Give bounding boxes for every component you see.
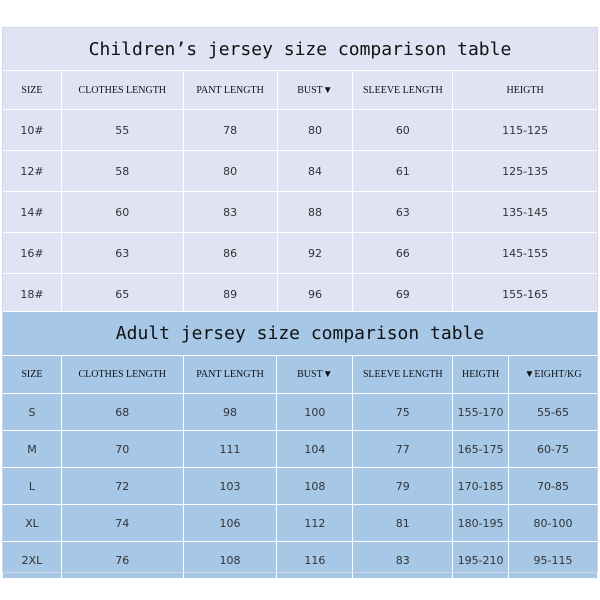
col-header-sleeve-length: SLEEVE LENGTH [353,356,453,394]
col-header-clothes-length: CLOTHES LENGTH [61,356,183,394]
table-row [3,468,598,505]
clothes-length-cell: 76 [61,542,183,579]
height-cell: 165-175 [453,431,509,468]
weight-cell: 55-65 [509,394,598,431]
pant-length-cell: 86 [183,233,277,274]
pant-length-cell: 78 [183,110,277,151]
height-cell: 125-135 [453,151,598,192]
bust-cell: 88 [277,192,353,233]
sleeve-length-cell: 60 [353,110,453,151]
col-header-height: HEIGTH [453,356,509,394]
col-header-height: HEIGTH [453,71,598,110]
clothes-length-cell: 58 [61,151,183,192]
size-cell: L [3,468,62,505]
weight-cell: 80-100 [509,505,598,542]
size-cell: 18# [3,274,62,315]
children-table-title: Children’s jersey size comparison table [3,28,598,71]
sleeve-length-cell: 75 [353,394,453,431]
adult-title-row [3,312,598,356]
size-cell: 10# [3,110,62,151]
col-header-size: SIZE [3,71,62,110]
sleeve-length-cell: 77 [353,431,453,468]
adult-header-row [3,356,598,394]
table-row [3,542,598,579]
clothes-length-cell: 55 [61,110,183,151]
table-row [3,192,598,233]
col-header-weight: ▼EIGHT/KG [509,356,598,394]
size-cell: S [3,394,62,431]
table-row [3,431,598,468]
weight-cell: 60-75 [509,431,598,468]
clothes-length-cell: 74 [61,505,183,542]
children-size-table [2,27,598,315]
size-cell: 2XL [3,542,62,579]
bust-cell: 104 [277,431,353,468]
col-header-pant-length: PANT LENGTH [183,71,277,110]
sleeve-length-cell: 63 [353,192,453,233]
bust-cell: 108 [277,468,353,505]
weight-cell: 95-115 [509,542,598,579]
pant-length-cell: 106 [183,505,277,542]
sleeve-length-cell: 83 [353,542,453,579]
height-cell: 155-165 [453,274,598,315]
pant-length-cell: 108 [183,542,277,579]
bust-cell: 84 [277,151,353,192]
col-header-pant-length: PANT LENGTH [183,356,277,394]
sleeve-length-cell: 61 [353,151,453,192]
pant-length-cell: 98 [183,394,277,431]
bust-cell: 92 [277,233,353,274]
size-cell: 14# [3,192,62,233]
clothes-length-cell: 72 [61,468,183,505]
clothes-length-cell: 63 [61,233,183,274]
height-cell: 155-170 [453,394,509,431]
clothes-length-cell: 60 [61,192,183,233]
sleeve-length-cell: 66 [353,233,453,274]
adult-table-title: Adult jersey size comparison table [3,312,598,356]
bust-cell: 116 [277,542,353,579]
sleeve-length-cell: 81 [353,505,453,542]
height-cell: 195-210 [453,542,509,579]
col-header-size: SIZE [3,356,62,394]
height-cell: 180-195 [453,505,509,542]
clothes-length-cell: 68 [61,394,183,431]
weight-cell: 70-85 [509,468,598,505]
col-header-bust: BUST▼ [277,71,353,110]
sleeve-length-cell: 69 [353,274,453,315]
pant-length-cell: 83 [183,192,277,233]
size-cell: 16# [3,233,62,274]
adult-size-table [2,311,598,579]
table-row [3,394,598,431]
bust-cell: 100 [277,394,353,431]
table-row [3,110,598,151]
pant-length-cell: 103 [183,468,277,505]
table-row [3,151,598,192]
children-header-row [3,71,598,110]
children-title-row [3,28,598,71]
table-row [3,233,598,274]
table-row [3,505,598,542]
col-header-bust: BUST▼ [277,356,353,394]
height-cell: 115-125 [453,110,598,151]
height-cell: 170-185 [453,468,509,505]
clothes-length-cell: 70 [61,431,183,468]
pant-length-cell: 89 [183,274,277,315]
col-header-sleeve-length: SLEEVE LENGTH [353,71,453,110]
clothes-length-cell: 65 [61,274,183,315]
table-row [3,274,598,315]
height-cell: 135-145 [453,192,598,233]
size-cell: M [3,431,62,468]
bust-cell: 112 [277,505,353,542]
bust-cell: 80 [277,110,353,151]
pant-length-cell: 80 [183,151,277,192]
height-cell: 145-155 [453,233,598,274]
sleeve-length-cell: 79 [353,468,453,505]
size-cell: 12# [3,151,62,192]
size-cell: XL [3,505,62,542]
pant-length-cell: 111 [183,431,277,468]
col-header-clothes-length: CLOTHES LENGTH [61,71,183,110]
bust-cell: 96 [277,274,353,315]
